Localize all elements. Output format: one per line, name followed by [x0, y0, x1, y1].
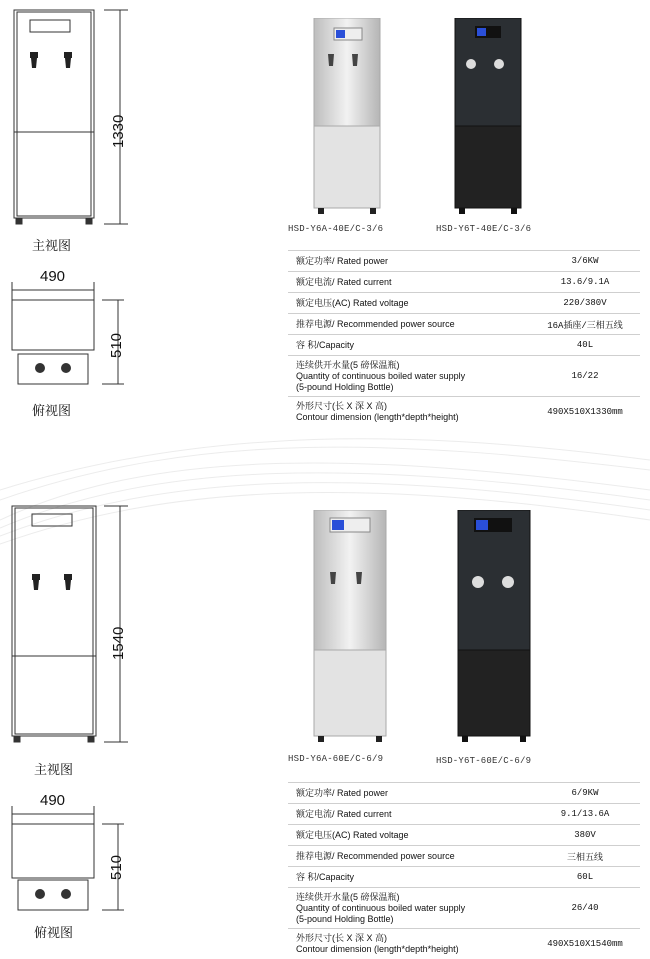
black-dispenser-image-2 — [456, 510, 532, 744]
front-view-label-1: 主视图 — [32, 239, 72, 254]
spec-table-1 — [288, 250, 640, 427]
model-name: HSD-Y6A-40E/C-3/6 — [288, 224, 384, 234]
front-view-label-2: 主视图 — [34, 763, 74, 778]
spec-row: 容 积/Capacity 40L — [288, 335, 640, 356]
spec-row: 额定电流/ Rated current 9.1/13.6A — [288, 804, 640, 825]
spec-row: 连续供开水量(5 磅保温瓶) Quantity of continuous boiled water supply (5-pound Holding Bottle) 16/22 — [288, 356, 640, 397]
top-width-dimension-1: 490 — [40, 268, 66, 285]
model-name: HSD-Y6T-60E/C-6/9 — [436, 756, 532, 766]
spec-row: 推荐电源/ Recommended power source 三相五线 — [288, 846, 640, 867]
spec-row: 容 积/Capacity 60L — [288, 867, 640, 888]
top-depth-dimension-1: 510 — [108, 332, 125, 358]
spec-row: 外形尺寸(长 X 深 X 高) Contour dimension (length*depth*height) 490X510X1330mm — [296, 401, 623, 422]
steel-dispenser-image-1 — [312, 18, 382, 216]
front-height-dimension-1: 1330 — [110, 114, 127, 148]
spec-row: 推荐电源/ Recommended power source 16A插座/三相五线 — [288, 314, 640, 335]
spec-row: 外形尺寸(长 X 深 X 高) Contour dimension (length*depth*height) 490X510X1540mm — [296, 933, 623, 954]
steel-dispenser-image-2 — [312, 510, 388, 744]
tap-icon — [32, 574, 72, 590]
top-width-dimension-2: 490 — [40, 792, 66, 809]
spec-row: 额定功率/ Rated power 3/6KW — [288, 251, 640, 272]
spec-row: 连续供开水量(5 磅保温瓶) Quantity of continuous boiled water supply (5-pound Holding Bottle) 26/40 — [288, 888, 640, 929]
model-name: HSD-Y6T-40E/C-3/6 — [436, 224, 532, 234]
black-dispenser-image-1 — [453, 18, 523, 216]
model-name: HSD-Y6A-60E/C-6/9 — [288, 754, 384, 764]
top-view-label-1: 俯视图 — [32, 404, 72, 419]
top-view-label-2: 俯视图 — [34, 926, 74, 941]
top-depth-dimension-2: 510 — [108, 854, 125, 880]
spec-row: 额定电压(AC) Rated voltage 380V — [288, 825, 640, 846]
spec-row: 额定电压(AC) Rated voltage 220/380V — [288, 293, 640, 314]
spec-row: 额定电流/ Rated current 13.6/9.1A — [288, 272, 640, 293]
spec-table-2 — [288, 782, 640, 959]
front-height-dimension-2: 1540 — [110, 626, 127, 660]
tap-icon — [30, 52, 72, 68]
spec-row: 额定功率/ Rated power 6/9KW — [288, 783, 640, 804]
